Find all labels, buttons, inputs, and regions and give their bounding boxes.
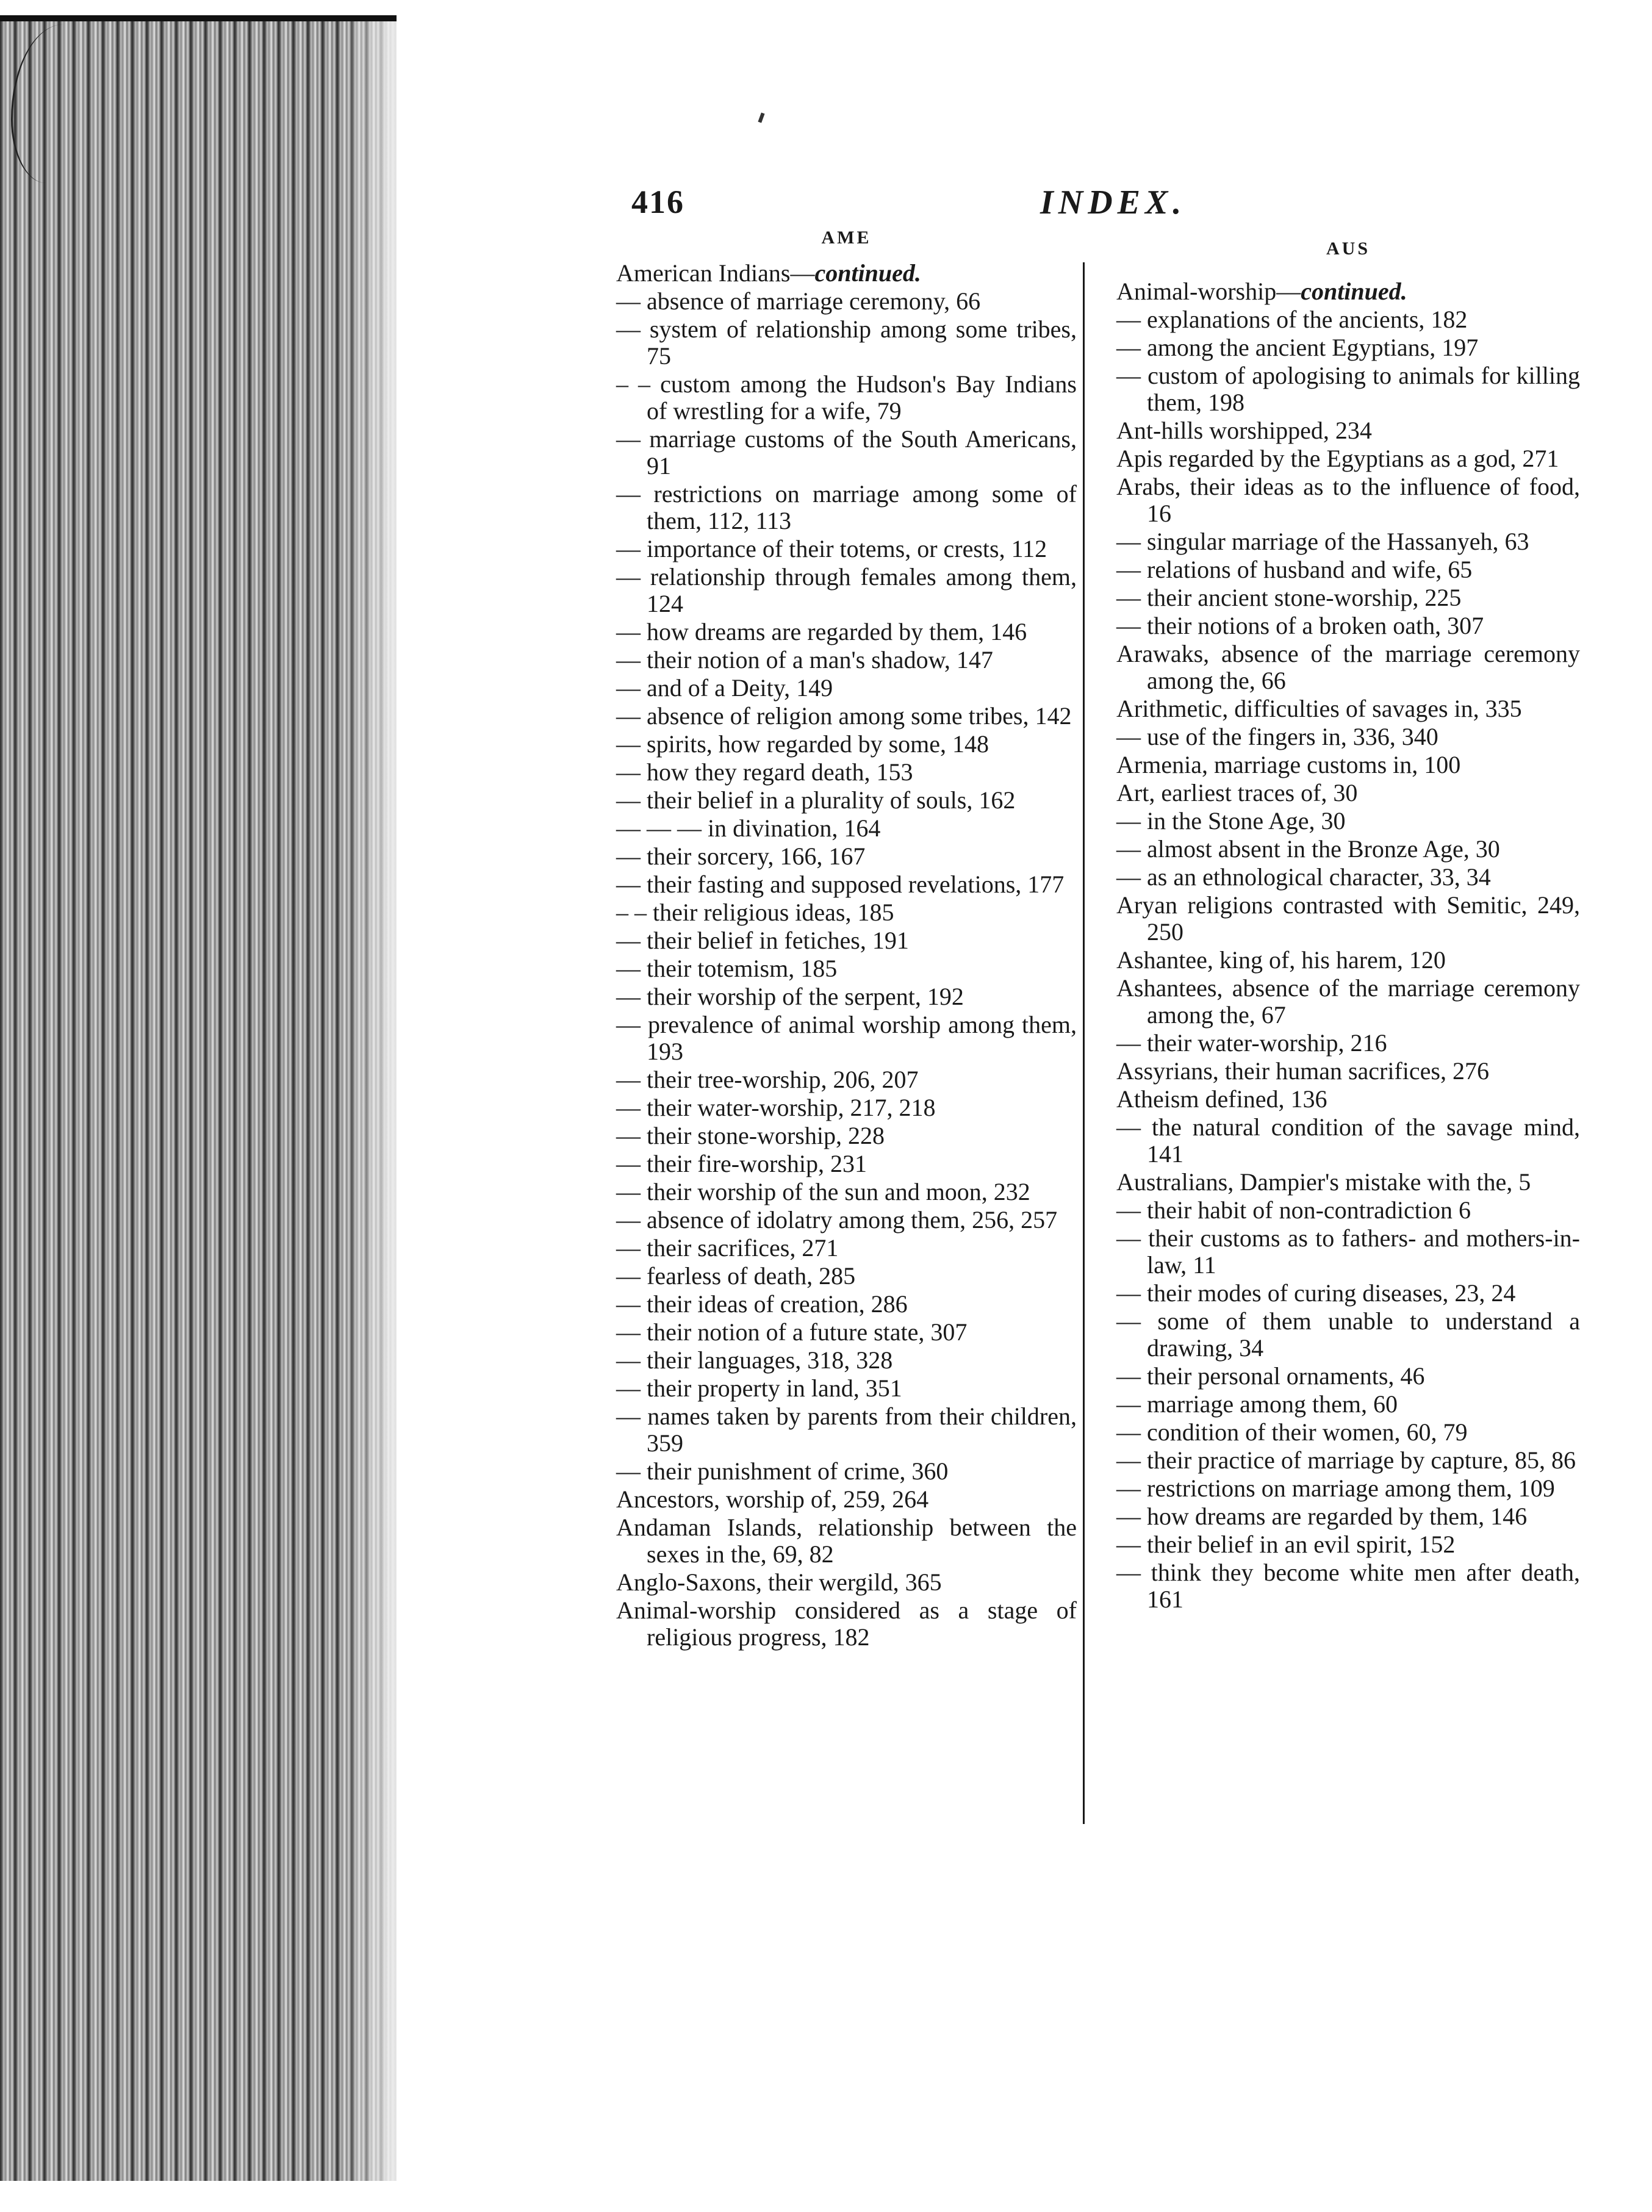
index-entry: — their tree-worship, 206, 207 [616,1066,919,1093]
index-entry: Arawaks, absence of the marriage ceremony among the, 66 [1116,640,1580,694]
index-entry: – – custom among the Hudson's Bay Indians of wrestling for a wife, 79 [616,370,1077,425]
index-entry: Art, earliest traces of, 30 [1116,779,1358,806]
index-entry: Arithmetic, difficulties of savages in, 335 [1116,695,1522,722]
index-entry: — singular marriage of the Hassanyeh, 63 [1116,528,1529,555]
continued-label: continued. [814,259,921,287]
index-entry: — their stone-worship, 228 [616,1122,885,1149]
index-entry: Armenia, marriage customs in, 100 [1116,751,1461,778]
index-entry: Aryan religions contrasted with Semitic, 249, 250 [1116,891,1580,946]
index-entry: — condition of their women, 60, 79 [1116,1418,1468,1446]
index-entry: Ancestors, worship of, 259, 264 [616,1485,929,1513]
index-entry: Apis regarded by the Egyptians as a god, 271 [1116,445,1559,472]
index-entry: — almost absent in the Bronze Age, 30 [1116,835,1500,863]
index-entry: — system of relationship among some tribes, 75 [616,315,1077,370]
index-entry: — among the ancient Egyptians, 197 [1116,334,1479,361]
book-page-edges [0,15,397,2181]
index-column-left [616,224,1077,1652]
index-entry: — relationship through females among them, 124 [616,563,1077,617]
index-entry: — explanations of the ancients, 182 [1116,306,1468,333]
index-entry: — their worship of the sun and moon, 232 [616,1178,1030,1205]
index-entry: — marriage among them, 60 [1116,1390,1398,1418]
index-entry: — their totemism, 185 [616,955,838,982]
index-entry: — names taken by parents from their children, 359 [616,1402,1077,1457]
index-entry: — their sacrifices, 271 [616,1234,839,1262]
entry-list [616,260,1077,1651]
index-entry: Australians, Dampier's mistake with the, 5 [1116,1168,1531,1196]
page-number: 416 [631,184,684,220]
column-divider [1083,262,1085,1824]
index-entry: — their notions of a broken oath, 307 [1116,612,1484,639]
continued-label: continued. [1301,278,1407,305]
index-entry: — spirits, how regarded by some, 148 [616,730,989,758]
index-column-right [1116,224,1580,1614]
index-entry: — their notion of a future state, 307 [616,1318,968,1346]
index-entry: — their fire-worship, 231 [616,1150,867,1177]
index-entry: Arabs, their ideas as to the influence of food, 16 [1116,473,1580,527]
guide-word: AUS [1326,239,1370,259]
index-entry: — use of the fingers in, 336, 340 [1116,723,1438,750]
index-entry: — the natural condition of the savage mind, 141 [1116,1113,1580,1168]
index-entry: Anglo-Saxons, their wergild, 365 [616,1568,942,1596]
index-entry: — relations of husband and wife, 65 [1116,556,1473,583]
guide-word: AME [821,228,872,248]
index-entry: Ant-hills worshipped, 234 [1116,417,1372,444]
page-heading: INDEX. [1040,184,1187,221]
index-entry: — their ancient stone-worship, 225 [1116,584,1462,611]
index-entry: — their customs as to fathers- and mothers-in-law, 11 [1116,1224,1580,1279]
index-entry: — their belief in a plurality of souls, 162 [616,786,1016,814]
index-entry: — marriage customs of the South Americans, 91 [616,425,1077,479]
index-entry: — their belief in an evil spirit, 152 [1116,1531,1456,1558]
index-entry: — their fasting and supposed revelations, 177 [616,871,1065,898]
index-entry: — fearless of death, 285 [616,1262,856,1290]
index-entry: — their sorcery, 166, 167 [616,842,866,870]
entry-list [1116,278,1580,1613]
index-entry: Atheism defined, 136 [1116,1085,1327,1113]
entry-heading: Animal-worship— [1116,278,1301,305]
index-entry: Ashantees, absence of the marriage ceremony among the, 67 [1116,974,1580,1029]
index-entry: — their punishment of crime, 360 [616,1457,949,1485]
index-entry: — in the Stone Age, 30 [1116,807,1346,835]
index-entry: — how dreams are regarded by them, 146 [1116,1503,1528,1530]
index-entry: Andaman Islands, relationship between the sexes in the, 69, 82 [616,1514,1077,1568]
index-entry: — — — in divination, 164 [616,814,881,842]
index-entry: — their personal ornaments, 46 [1116,1362,1425,1390]
index-entry: — as an ethnological character, 33, 34 [1116,863,1491,891]
index-entry: — prevalence of animal worship among them, 193 [616,1011,1077,1065]
index-entry: — their practice of marriage by capture, 85, 86 [1116,1446,1576,1474]
index-entry: — custom of apologising to animals for killing them, 198 [1116,362,1580,416]
index-entry: — their habit of non-contradiction 6 [1116,1196,1471,1224]
index-entry: — their belief in fetiches, 191 [616,927,909,954]
index-entry: — their modes of curing diseases, 23, 24 [1116,1279,1516,1307]
index-entry: Animal-worship considered as a stage of religious progress, 182 [616,1596,1077,1651]
index-entry: — restrictions on marriage among them, 109 [1116,1474,1555,1502]
index-entry: — and of a Deity, 149 [616,674,833,702]
index-entry: – – their religious ideas, 185 [616,899,894,926]
index-entry: — their notion of a man's shadow, 147 [616,646,993,673]
index-entry: — their property in land, 351 [616,1374,902,1402]
index-entry: — absence of religion among some tribes, 142 [616,702,1072,730]
index-entry: — absence of marriage ceremony, 66 [616,287,981,315]
index-entry: — their water-worship, 216 [1116,1029,1387,1057]
index-entry: — importance of their totems, or crests, 112 [616,535,1047,562]
index-entry [616,260,1077,287]
index-entry: — how they regard death, 153 [616,758,913,786]
index-entry: Assyrians, their human sacrifices, 276 [1116,1057,1489,1085]
index-entry: — their ideas of creation, 286 [616,1290,908,1318]
index-entry: — some of them unable to understand a drawing, 34 [1116,1307,1580,1362]
index-entry: — how dreams are regarded by them, 146 [616,618,1027,645]
entry-heading: American Indians— [616,259,815,287]
index-entry: — absence of idolatry among them, 256, 257 [616,1206,1058,1233]
index-entry: — think they become white men after death, 161 [1116,1559,1580,1613]
index-entry [1116,278,1580,305]
index-entry: — their languages, 318, 328 [616,1346,893,1374]
index-entry: — restrictions on marriage among some of them, 112, 113 [616,480,1077,534]
index-entry: — their worship of the serpent, 192 [616,983,964,1010]
index-entry: Ashantee, king of, his harem, 120 [1116,946,1446,974]
index-entry: — their water-worship, 217, 218 [616,1094,936,1121]
